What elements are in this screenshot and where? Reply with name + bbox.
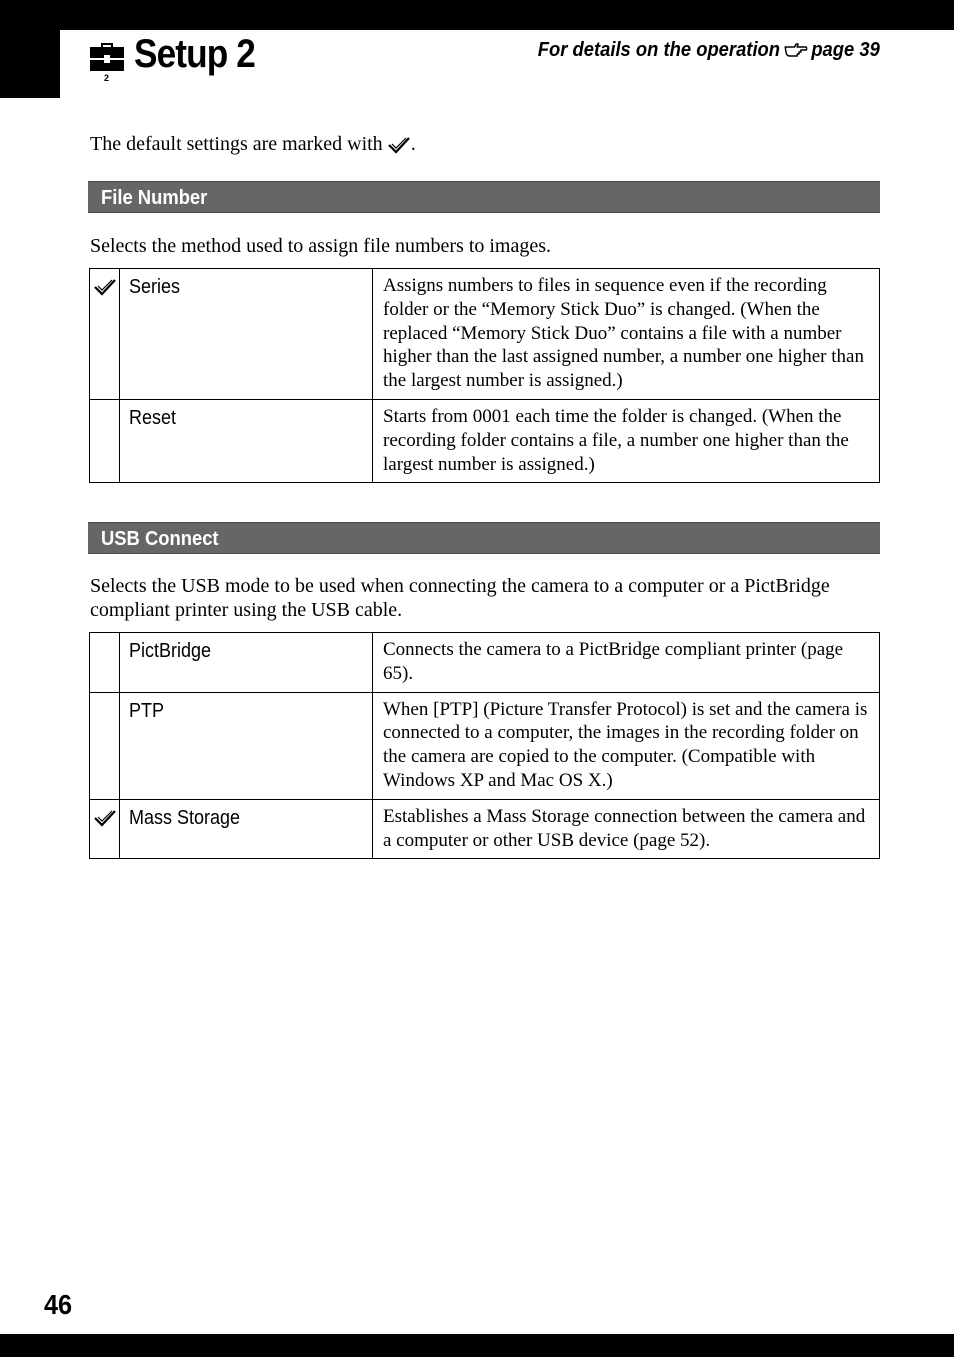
left-black-tab bbox=[0, 0, 60, 98]
top-black-bar bbox=[0, 0, 954, 30]
option-description: Establishes a Mass Storage connection between the camera and a computer or other USB device (page 52). bbox=[383, 805, 866, 851]
operation-ref-page: page 39 bbox=[811, 39, 880, 61]
section-header-file-number bbox=[88, 181, 880, 213]
default-marker-cell bbox=[90, 400, 120, 483]
option-name: PTP bbox=[129, 699, 165, 722]
table-row bbox=[90, 692, 880, 799]
page-title: Setup 2 bbox=[134, 32, 255, 76]
default-marker-cell bbox=[90, 692, 120, 799]
option-name: Reset bbox=[129, 407, 177, 429]
section-title: File Number bbox=[101, 187, 208, 209]
icon-subscript: 2 bbox=[104, 73, 110, 82]
bottom-black-bar bbox=[0, 1334, 954, 1357]
intro-text-after: . bbox=[410, 133, 416, 155]
option-description: When [PTP] (Picture Transfer Protocol) is set and the camera is connected to a computer, the images in the recording folder on the camera are copied to the computer. (Compatible with Windows XP and Mac OS X.) bbox=[383, 698, 868, 791]
option-name-cell bbox=[120, 633, 373, 693]
file-number-options-table bbox=[89, 268, 880, 483]
default-check-icon bbox=[93, 808, 117, 828]
toolbox-icon bbox=[88, 38, 126, 82]
table-row bbox=[90, 269, 880, 400]
default-marker-cell bbox=[90, 269, 120, 400]
operation-reference bbox=[538, 38, 880, 62]
option-name-cell bbox=[120, 692, 373, 799]
intro-text-before: The default settings are marked with bbox=[90, 133, 383, 155]
option-description: Connects the camera to a PictBridge compliant printer (page 65). bbox=[383, 639, 844, 684]
default-marker-cell bbox=[90, 799, 120, 859]
usb-connect-options-table bbox=[89, 632, 880, 859]
option-name-cell bbox=[120, 269, 373, 400]
option-description-cell bbox=[373, 400, 880, 483]
option-description-cell bbox=[373, 633, 880, 693]
table-row bbox=[90, 400, 880, 483]
option-description-cell bbox=[373, 692, 880, 799]
default-marker-cell bbox=[90, 633, 120, 693]
section-description: Selects the USB mode to be used when connecting the camera to a computer or a PictBridge compliant printer using the USB cable. bbox=[90, 575, 830, 621]
operation-ref-text: For details on the operation bbox=[537, 39, 781, 61]
option-name-cell bbox=[120, 400, 373, 483]
option-description-cell bbox=[373, 799, 880, 859]
section-title: USB Connect bbox=[101, 528, 219, 550]
option-description: Starts from 0001 each time the folder is changed. (When the recording folder contains a file, a number one higher than the largest number is assigned.) bbox=[383, 406, 849, 475]
option-description-cell bbox=[373, 269, 880, 400]
option-description: Assigns numbers to files in sequence even if the recording folder or the “Memory Stick Duo” is changed. (When the replaced “Memory Stick Duo” contains a file with a number higher than the last assigned number, a number one higher than the largest number is assigned.) bbox=[383, 275, 864, 392]
section-header-usb-connect bbox=[88, 522, 880, 554]
section-description: Selects the method used to assign file numbers to images. bbox=[90, 235, 552, 257]
option-name: PictBridge bbox=[129, 640, 212, 662]
option-name-cell bbox=[120, 799, 373, 859]
intro-text bbox=[90, 132, 416, 156]
option-name: Mass Storage bbox=[129, 806, 241, 829]
table-row bbox=[90, 799, 880, 859]
table-row bbox=[90, 633, 880, 693]
default-check-icon bbox=[387, 135, 411, 155]
pointing-hand-icon bbox=[784, 41, 808, 59]
default-check-icon bbox=[93, 277, 117, 297]
page-number: 46 bbox=[44, 1289, 73, 1320]
option-name: Series bbox=[129, 276, 181, 298]
